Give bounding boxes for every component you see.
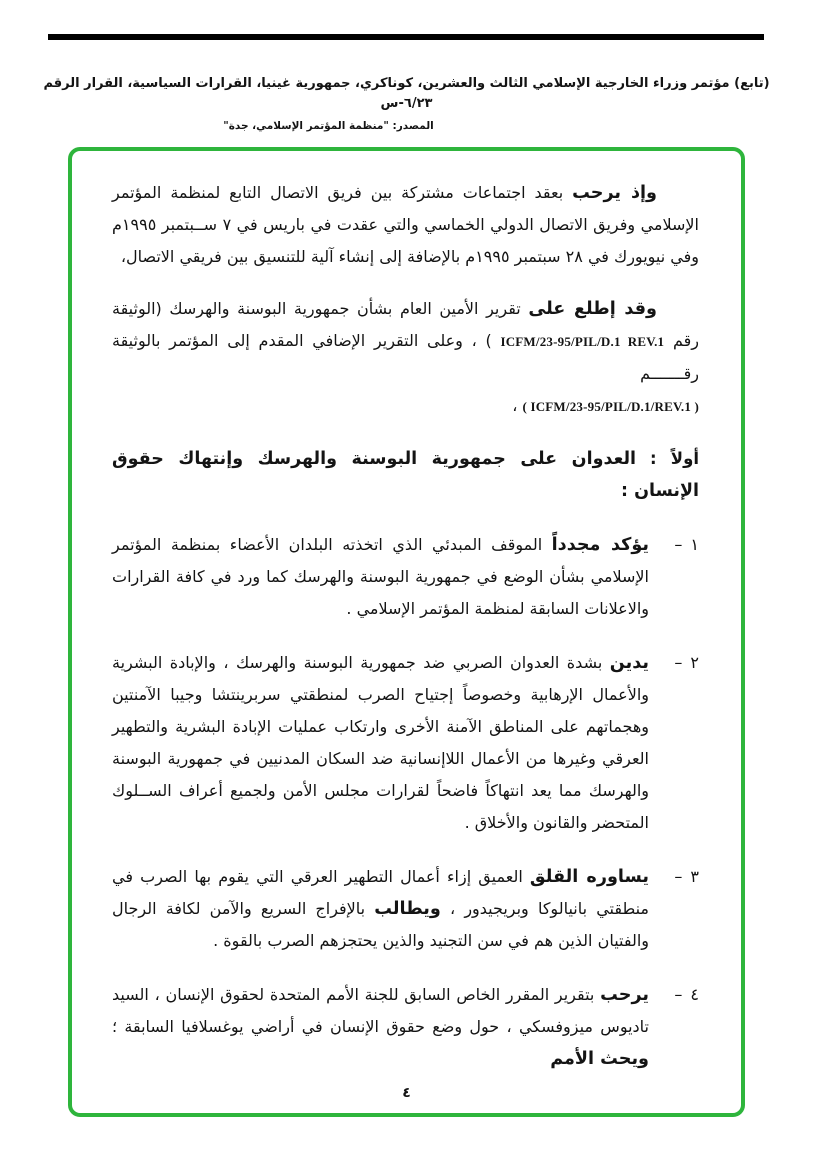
document-body — [112, 177, 699, 1075]
item-number — [649, 861, 699, 957]
page-number: ٤ — [402, 1085, 411, 1101]
content-frame — [68, 147, 745, 1117]
item-dash: – — [674, 867, 683, 886]
item-segment: الموقف المبدئي الذي اتخذته البلدان الأعضاء بمنظمة المؤتمر الإسلامي بشأن الوضع في جمهورية البوسنة والهرسك كما ورد في كافة القرارات والاعلانات السابقة لمنظمة المؤتمر الإسلامي . — [112, 535, 649, 618]
item-segment: بشدة العدوان الصربي ضد جمهورية البوسنة والهرسك ، والإبادة البشرية والأعمال الإرهابية وخصوصاً إجتياح الصرب لمنطقتي سربرينتشا وجيبا الآمنتين وهجماتهم على المناطق الآمنة الأخرى وارتكاب عمليات الإبادة البشرية والتطهير العرقي وغيرها من الأعمال اللاإنسانية ضد السكان المدنيين في جمهورية البوسنة والهرسك مما يعد انتهاكاً فاضحاً لقرارات مجلس الأمن ولجميع أعراف الســلوك المتحضر والقانون والأخلاق . — [112, 653, 649, 832]
item-number — [649, 979, 699, 1075]
resolution-item-2 — [112, 647, 699, 839]
paragraph-report-text-3: ، — [512, 396, 523, 415]
document-header — [0, 74, 813, 132]
item-dash: – — [674, 985, 683, 1004]
item-lead: يدين — [609, 653, 649, 673]
resolution-item-3 — [112, 861, 699, 957]
item-text — [112, 979, 649, 1075]
resolution-item-4 — [112, 979, 699, 1075]
item-number-value: ٣ — [690, 867, 699, 886]
item-lead: يساوره القلق — [529, 867, 649, 887]
item-bold-segment: ويطالب — [374, 899, 441, 919]
item-segment: بالإفراج السريع والآمن لكافة الرجال والفتيان الذين هم في سن التجنيد والذين يحتجزهم الصرب بالقوة . — [112, 899, 649, 950]
header-source: المصدر: "منظمة المؤتمر الإسلامي، جدة" — [223, 120, 434, 132]
item-number — [649, 529, 699, 625]
paragraph-report-lead: وقد إطلع على — [528, 299, 657, 319]
section-heading-title: العدوان على جمهورية البوسنة والهرسك وإنتهاك حقوق الإنسان : — [112, 449, 699, 501]
paragraph-report — [112, 293, 699, 423]
paragraph-welcome-lead: وإذ يرحب — [572, 183, 657, 203]
paragraph-welcome — [112, 177, 699, 273]
document-code-1: ICFM/23-95/PIL/D.1 REV.1 — [500, 334, 665, 349]
header-title: (تابع) مؤتمر وزراء الخارجية الإسلامي الثالث والعشرين، كوناكري، جمهورية غينيا، القرارات السياسية، القرار الرقم ٦/٢٣-س — [43, 76, 770, 111]
document-code-line — [112, 390, 699, 423]
item-text — [112, 529, 649, 625]
item-segment: بتقرير المقرر الخاص السابق للجنة الأمم المتحدة لحقوق الإنسان ، السيد تاديوس ميزوفسكي ، حول وضع حقوق الإنسان في أراضي يوغسلافيا السابقة ؛ — [112, 985, 649, 1036]
item-segment: العميق إزاء أعمال التطهير العرقي التي يقوم بها الصرب في منطقتي بانيالوكا وبريجيدور ، — [112, 867, 650, 918]
item-dash: – — [674, 653, 683, 672]
item-number-value: ١ — [690, 535, 699, 554]
item-dash: – — [674, 535, 683, 554]
paragraph-welcome-text: بعقد اجتماعات مشتركة بين فريق الاتصال التابع لمنظمة المؤتمر الإسلامي وفريق الاتصال الدولي الخماسي والتي عقدت في باريس في ٧ ســبتمبر ١٩٩٥م وفي نيويورك في ٢٨ سبتمبر ١٩٩٥م بالإضافة إلى إنشاء آلية للتنسيق بين فريقي الاتصال، — [112, 183, 700, 266]
item-number-value: ٢ — [690, 653, 699, 672]
section-heading-label: أولاً : — [650, 449, 699, 468]
resolution-item-1 — [112, 529, 699, 625]
item-lead: يرحب — [600, 985, 649, 1005]
item-number — [649, 647, 699, 839]
document-code-2: ( ICFM/23-95/PIL/D.1/REV.1 ) — [522, 399, 699, 414]
section-heading — [112, 443, 699, 507]
paragraph-report-text-1: تقرير الأمين العام بشأن جمهورية البوسنة والهرسك (الوثيقة رقم — [112, 299, 699, 350]
item-lead: يؤكد مجدداً — [551, 535, 650, 555]
item-bold-segment: ويحث الأمم — [550, 1049, 649, 1069]
top-rule — [48, 34, 764, 40]
item-number-value: ٤ — [690, 985, 699, 1004]
item-text — [112, 647, 649, 839]
item-text — [112, 861, 649, 957]
paragraph-report-text-2: ) ، وعلى التقرير الإضافي المقدم إلى المؤتمر بالوثيقة رقـــــــم — [112, 331, 699, 383]
